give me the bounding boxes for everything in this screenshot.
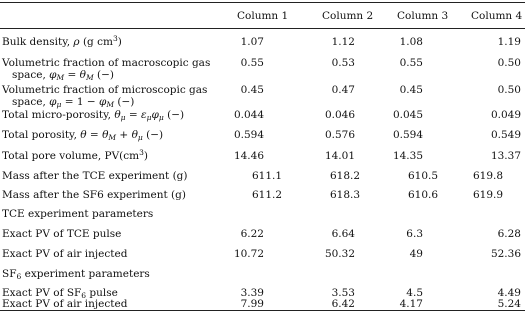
- row-label: Exact PV of TCE pulse: [2, 228, 122, 240]
- cell-column-3: 1.08: [399, 36, 423, 48]
- section-heading-tce: TCE experiment parameters: [2, 208, 154, 220]
- header-column-3: Column 3: [397, 10, 449, 22]
- cell-column-2: 618.2: [330, 170, 361, 182]
- cell-column-2: 14.01: [324, 150, 355, 162]
- header-column-4: Column 4: [471, 10, 523, 22]
- cell-column-4: 619.8: [473, 170, 504, 182]
- row-label: Exact PV of $SF_6$ pulse: [2, 287, 118, 300]
- cell-column-1: 0.594: [233, 129, 264, 141]
- row-label: Mass after the TCE experiment (g): [2, 170, 188, 182]
- row-label: Bulk density, ρ (g $cm^3$): [2, 34, 122, 48]
- row-label-line-2: space, $\varphi_\mu = 1 - \varphi_M$ (−): [12, 96, 135, 109]
- cell-column-3: 4.5: [406, 287, 423, 299]
- cell-column-3: 49: [409, 248, 423, 260]
- cell-column-1: 0.044: [233, 109, 264, 121]
- cell-column-4: 0.50: [497, 84, 521, 96]
- cell-column-4: 0.50: [497, 57, 521, 69]
- row-label: Mass after the SF6 experiment (g): [2, 189, 186, 201]
- cell-column-4: 4.49: [497, 287, 521, 299]
- cell-column-1: 10.72: [233, 248, 264, 260]
- cell-column-2: 0.046: [324, 109, 355, 121]
- row-label-line-2: space, $\varphi_M = \theta_M$ (−): [12, 69, 115, 82]
- cell-column-2: 1.12: [331, 36, 355, 48]
- cell-column-3: 6.3: [406, 228, 423, 240]
- cell-column-3: 14.35: [392, 150, 423, 162]
- cell-column-1: 6.22: [240, 228, 264, 240]
- cell-column-1: 0.55: [240, 57, 264, 69]
- cell-column-4: 0.049: [490, 109, 521, 121]
- cell-column-1: 611.2: [252, 189, 283, 201]
- cell-column-3: 0.045: [392, 109, 423, 121]
- header-column-1: Column 1: [237, 10, 289, 22]
- cell-column-1: 1.07: [240, 36, 264, 48]
- cell-column-1: 3.39: [240, 287, 264, 299]
- cell-column-3: 4.17: [399, 298, 423, 310]
- row-label: [2, 57, 212, 81]
- row-label-line-1: Volumetric fraction of macroscopic gas: [2, 57, 211, 69]
- cell-column-4: 5.24: [497, 298, 521, 310]
- cell-column-2: 3.53: [331, 287, 355, 299]
- cell-column-1: 611.1: [252, 170, 283, 182]
- cell-column-2: 6.42: [331, 298, 355, 310]
- row-label: Total pore volume, $PV(cm^3)$: [2, 148, 148, 162]
- cell-column-4: 6.28: [497, 228, 521, 240]
- cell-column-4: 52.36: [490, 248, 521, 260]
- section-heading-sf6: $SF_6$ experiment parameters: [2, 268, 150, 281]
- row-label: Exact PV of air injected: [2, 298, 128, 310]
- header-column-2: Column 2: [322, 10, 374, 22]
- cell-column-3: 0.45: [399, 84, 423, 96]
- cell-column-2: 6.64: [331, 228, 355, 240]
- cell-column-2: 50.32: [324, 248, 355, 260]
- bottom-rule: [0, 310, 525, 311]
- row-label: Exact PV of air injected: [2, 248, 128, 260]
- cell-column-4: 619.9: [473, 189, 504, 201]
- cell-column-1: 14.46: [233, 150, 264, 162]
- header-rule: [0, 28, 525, 29]
- cell-column-1: 0.45: [240, 84, 264, 96]
- cell-column-2: 618.3: [330, 189, 361, 201]
- cell-column-4: 13.37: [490, 150, 521, 162]
- cell-column-2: 0.53: [331, 57, 355, 69]
- row-label: Total porosity, $\theta = \theta_M + \theta_\mu$ (−): [2, 129, 164, 142]
- top-rule: [0, 2, 525, 3]
- row-label-line-1: Volumetric fraction of microscopic gas: [2, 84, 208, 96]
- cell-column-4: 1.19: [497, 36, 521, 48]
- cell-column-2: 0.576: [324, 129, 355, 141]
- row-label: Total micro-porosity, $\theta_\mu = \varepsilon_\mu\varphi_\mu$ (−): [2, 109, 185, 122]
- cell-column-4: 0.549: [490, 129, 521, 141]
- cell-column-3: 610.5: [408, 170, 439, 182]
- cell-column-1: 7.99: [240, 298, 264, 310]
- cell-column-3: 0.594: [392, 129, 423, 141]
- cell-column-2: 0.47: [331, 84, 355, 96]
- row-label: [2, 84, 212, 108]
- cell-column-3: 0.55: [399, 57, 423, 69]
- cell-column-3: 610.6: [408, 189, 439, 201]
